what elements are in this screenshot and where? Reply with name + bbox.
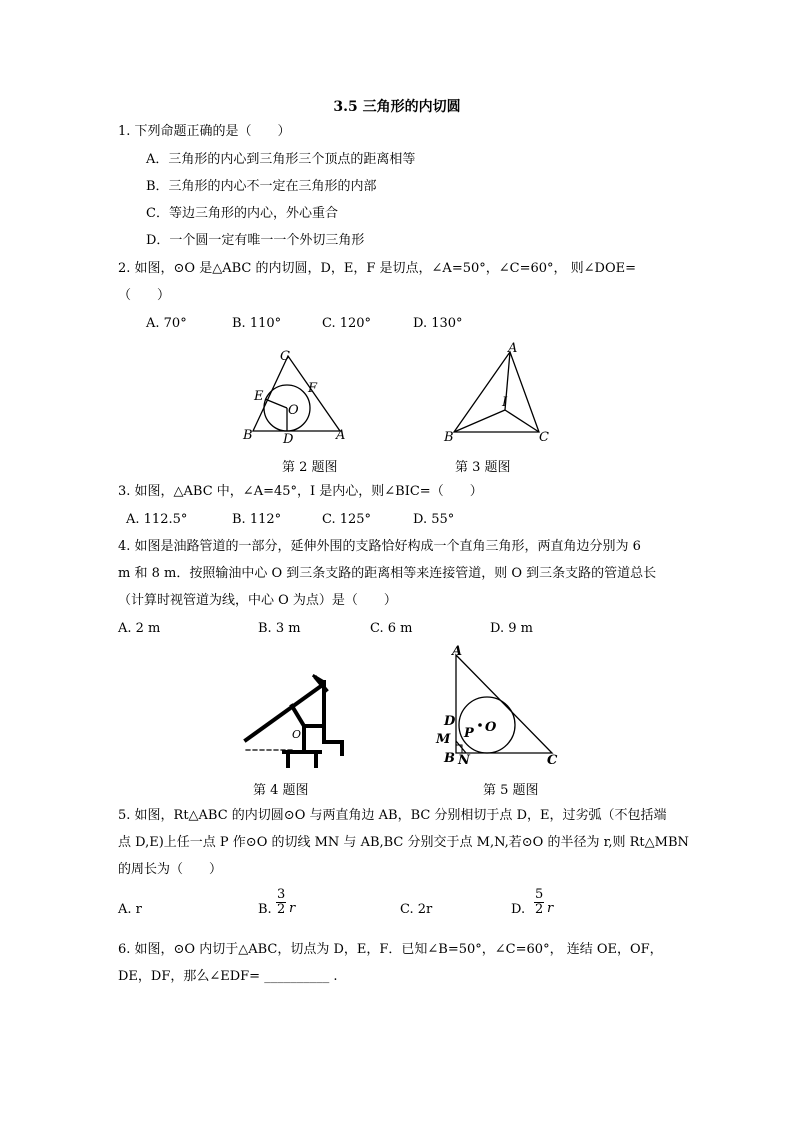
fig5-label-d: D [444, 714, 456, 729]
q2-option-a: A. 70° [146, 316, 187, 331]
fig5-label-m: M [436, 732, 451, 747]
fig2-label-f: F [308, 381, 318, 396]
q5-option-b-prefix: B. [258, 902, 272, 917]
q5-option-d-fraction [534, 888, 544, 917]
q4-stem-line3: （计算时视管道为线，中心 O 为点）是（ ） [118, 593, 397, 608]
q5-option-b-var: r [289, 901, 296, 916]
q2-option-c: C. 120° [322, 316, 372, 331]
q3-option-b: B. 112° [232, 512, 282, 527]
q3-option-c: C. 125° [322, 512, 372, 527]
q1-option-a: A．三角形的内心到三角形三个顶点的距离相等 [146, 152, 416, 167]
q6-stem-line2: DE，DF，那么∠EDF= __________ . [118, 969, 338, 984]
q2-option-d: D. 130° [413, 316, 463, 331]
figure-2 [240, 346, 360, 446]
fig2-caption: 第 2 题图 [282, 460, 338, 475]
q4-option-c: C. 6 m [370, 621, 413, 636]
fig2-label-e: E [254, 389, 264, 404]
q2-option-b: B. 110° [232, 316, 282, 331]
q4-stem-line2: m 和 8 m．按照输油中心 O 到三条支路的距离相等来连接管道，则 O 到三条支路的管道总长 [118, 566, 657, 581]
fig3-label-i: I [502, 395, 508, 410]
fig5-label-p: P [464, 726, 474, 741]
q3-stem: 3. 如图，△ABC 中，∠A=45°，I 是内心，则∠BIC=（ ） [118, 484, 483, 499]
q5-stem-line2: 点 D,E)上任一点 P 作⊙O 的切线 MN 与 AB,BC 分别交于点 M,N,若⊙O 的半径为 r,则 Rt△MBN [118, 835, 689, 850]
q2-stem-line1: 2. 如图，⊙O 是△ABC 的内切圆，D，E，F 是切点，∠A=50°，∠C=60°， 则∠DOE= [118, 261, 637, 276]
fig2-triangle [253, 356, 340, 431]
q5-option-d-numerator: 5 [535, 887, 544, 902]
fig2-label-b: B [243, 428, 253, 443]
q5-option-a: A. r [118, 902, 142, 917]
fig2-label-d: D [283, 432, 294, 447]
fig4-caption: 第 4 题图 [253, 783, 309, 798]
q5-option-b-numerator: 3 [277, 887, 286, 902]
fig5-label-a: A [452, 644, 463, 659]
q4-stem-line1: 4. 如图是油路管道的一部分，延伸外围的支路恰好构成一个直角三角形，两直角边分别为 6 [118, 539, 641, 554]
fig2-radius-oe [265, 399, 287, 408]
page-title: 3.5 三角形的内切圆 [333, 99, 461, 115]
figure-5 [430, 645, 570, 770]
fig3-caption: 第 3 题图 [455, 460, 511, 475]
fig3-segment-ci [505, 410, 539, 432]
fig5-caption: 第 5 题图 [483, 783, 539, 798]
q5-stem-line3: 的周长为（ ） [118, 862, 223, 877]
figure-4 [236, 650, 356, 775]
figure-3 [440, 340, 560, 445]
q5-option-d-denominator: 2 [535, 902, 544, 917]
q5-option-b-fraction [276, 888, 286, 917]
q5-option-b-denominator: 2 [277, 902, 286, 917]
fig3-label-c: C [539, 430, 549, 445]
q4-option-d: D. 9 m [490, 621, 533, 636]
q1-option-d: D．一个圆一定有唯一一个外切三角形 [146, 233, 365, 248]
fig4-hypotenuse-pipe [246, 686, 321, 740]
fig5-label-n: N [458, 753, 470, 768]
q1-option-c: C．等边三角形的内心，外心重合 [146, 206, 338, 221]
fig4-branch-hyp [292, 706, 304, 726]
fig2-label-o: O [288, 403, 299, 418]
q5-option-d-prefix: D. [511, 902, 526, 917]
q4-option-a: A. 2 m [118, 621, 161, 636]
fig2-label-c: C [280, 349, 290, 364]
q1-stem: 1. 下列命题正确的是（ ） [118, 124, 291, 139]
fig5-tangent-mn [456, 741, 466, 753]
q6-stem-line1: 6. 如图，⊙O 内切于△ABC，切点为 D，E，F．已知∠B=50°，∠C=60°， 连结 OE，OF， [118, 942, 663, 957]
fig3-label-a: A [508, 341, 518, 356]
fig2-label-a: A [336, 428, 346, 443]
q2-stem-line2: （ ） [118, 288, 171, 303]
fig5-label-o: O [485, 720, 497, 735]
fig3-label-b: B [444, 430, 454, 445]
q4-option-b: B. 3 m [258, 621, 301, 636]
q5-stem-line1: 5. 如图，Rt△ABC 的内切圆⊙O 与两直角边 AB，BC 分别相切于点 D，E，过劣弧（不包括端 [118, 808, 667, 823]
q5-option-c: C. 2r [400, 902, 433, 917]
fig5-center-dot [478, 723, 482, 727]
fig5-label-b: B [444, 751, 455, 766]
q3-option-d: D. 55° [413, 512, 455, 527]
fig5-label-c: C [547, 753, 558, 768]
q5-option-d-var: r [547, 901, 554, 916]
q3-option-a: A. 112.5° [126, 512, 188, 527]
fig4-label-o: O [292, 728, 302, 741]
fig3-triangle [454, 352, 539, 432]
q1-option-b: B．三角形的内心不一定在三角形的内部 [146, 179, 377, 194]
